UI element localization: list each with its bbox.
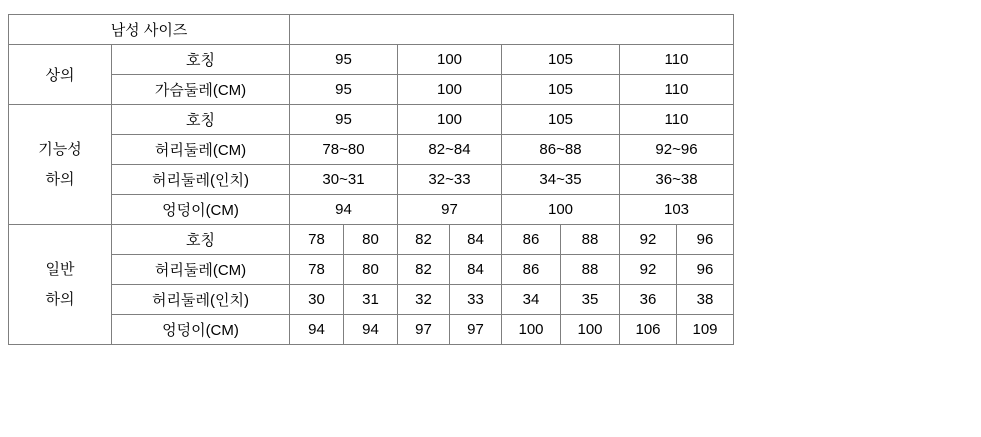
value-cell: 105 bbox=[502, 105, 620, 135]
value-cell: 96 bbox=[677, 255, 734, 285]
table-row bbox=[9, 195, 734, 225]
value-cell: 36 bbox=[620, 285, 677, 315]
value-cell: 82 bbox=[398, 255, 450, 285]
value-cell: 94 bbox=[290, 195, 398, 225]
table-title-row bbox=[9, 15, 734, 45]
value-cell: 35 bbox=[561, 285, 620, 315]
value-cell: 110 bbox=[620, 45, 734, 75]
value-cell: 33 bbox=[450, 285, 502, 315]
row-label: 허리둘레(인치) bbox=[112, 285, 290, 315]
value-cell: 94 bbox=[344, 315, 398, 345]
table-title: 남성 사이즈 bbox=[9, 15, 290, 45]
table-row bbox=[9, 135, 734, 165]
value-cell: 30~31 bbox=[290, 165, 398, 195]
row-label: 가슴둘레(CM) bbox=[112, 75, 290, 105]
size-chart-container bbox=[8, 14, 734, 345]
value-cell: 110 bbox=[620, 105, 734, 135]
value-cell: 92 bbox=[620, 225, 677, 255]
value-cell: 100 bbox=[561, 315, 620, 345]
category-cell: 기능성 하의 bbox=[9, 105, 112, 225]
value-cell: 96 bbox=[677, 225, 734, 255]
value-cell: 86 bbox=[502, 225, 561, 255]
value-cell: 97 bbox=[450, 315, 502, 345]
value-cell: 95 bbox=[290, 75, 398, 105]
row-label: 허리둘레(CM) bbox=[112, 255, 290, 285]
value-cell: 31 bbox=[344, 285, 398, 315]
value-cell: 100 bbox=[502, 315, 561, 345]
value-cell: 34 bbox=[502, 285, 561, 315]
row-label: 호칭 bbox=[112, 105, 290, 135]
value-cell: 88 bbox=[561, 225, 620, 255]
value-cell: 84 bbox=[450, 225, 502, 255]
value-cell: 92~96 bbox=[620, 135, 734, 165]
value-cell: 105 bbox=[502, 45, 620, 75]
value-cell: 82~84 bbox=[398, 135, 502, 165]
value-cell: 84 bbox=[450, 255, 502, 285]
row-label: 호칭 bbox=[112, 225, 290, 255]
value-cell: 95 bbox=[290, 45, 398, 75]
table-row bbox=[9, 255, 734, 285]
row-label: 엉덩이(CM) bbox=[112, 315, 290, 345]
value-cell: 100 bbox=[398, 105, 502, 135]
value-cell: 78 bbox=[290, 225, 344, 255]
value-cell: 92 bbox=[620, 255, 677, 285]
value-cell: 88 bbox=[561, 255, 620, 285]
table-row bbox=[9, 165, 734, 195]
value-cell: 100 bbox=[502, 195, 620, 225]
row-label: 호칭 bbox=[112, 45, 290, 75]
table-row bbox=[9, 225, 734, 255]
value-cell: 95 bbox=[290, 105, 398, 135]
value-cell: 32~33 bbox=[398, 165, 502, 195]
value-cell: 80 bbox=[344, 225, 398, 255]
row-label: 엉덩이(CM) bbox=[112, 195, 290, 225]
value-cell: 103 bbox=[620, 195, 734, 225]
value-cell: 105 bbox=[502, 75, 620, 105]
value-cell: 86~88 bbox=[502, 135, 620, 165]
value-cell: 97 bbox=[398, 315, 450, 345]
mens-size-table bbox=[8, 14, 734, 345]
value-cell: 100 bbox=[398, 75, 502, 105]
value-cell: 86 bbox=[502, 255, 561, 285]
value-cell: 106 bbox=[620, 315, 677, 345]
value-cell: 94 bbox=[290, 315, 344, 345]
table-title-spacer bbox=[290, 15, 734, 45]
value-cell: 100 bbox=[398, 45, 502, 75]
row-label: 허리둘레(인치) bbox=[112, 165, 290, 195]
table-row bbox=[9, 285, 734, 315]
value-cell: 80 bbox=[344, 255, 398, 285]
table-row bbox=[9, 315, 734, 345]
category-cell: 상의 bbox=[9, 45, 112, 105]
table-row bbox=[9, 75, 734, 105]
value-cell: 82 bbox=[398, 225, 450, 255]
row-label: 허리둘레(CM) bbox=[112, 135, 290, 165]
value-cell: 34~35 bbox=[502, 165, 620, 195]
value-cell: 30 bbox=[290, 285, 344, 315]
value-cell: 109 bbox=[677, 315, 734, 345]
category-cell: 일반 하의 bbox=[9, 225, 112, 345]
table-row bbox=[9, 105, 734, 135]
table-row bbox=[9, 45, 734, 75]
value-cell: 110 bbox=[620, 75, 734, 105]
value-cell: 36~38 bbox=[620, 165, 734, 195]
value-cell: 38 bbox=[677, 285, 734, 315]
value-cell: 78 bbox=[290, 255, 344, 285]
value-cell: 78~80 bbox=[290, 135, 398, 165]
size-table-body bbox=[9, 15, 734, 345]
value-cell: 97 bbox=[398, 195, 502, 225]
value-cell: 32 bbox=[398, 285, 450, 315]
